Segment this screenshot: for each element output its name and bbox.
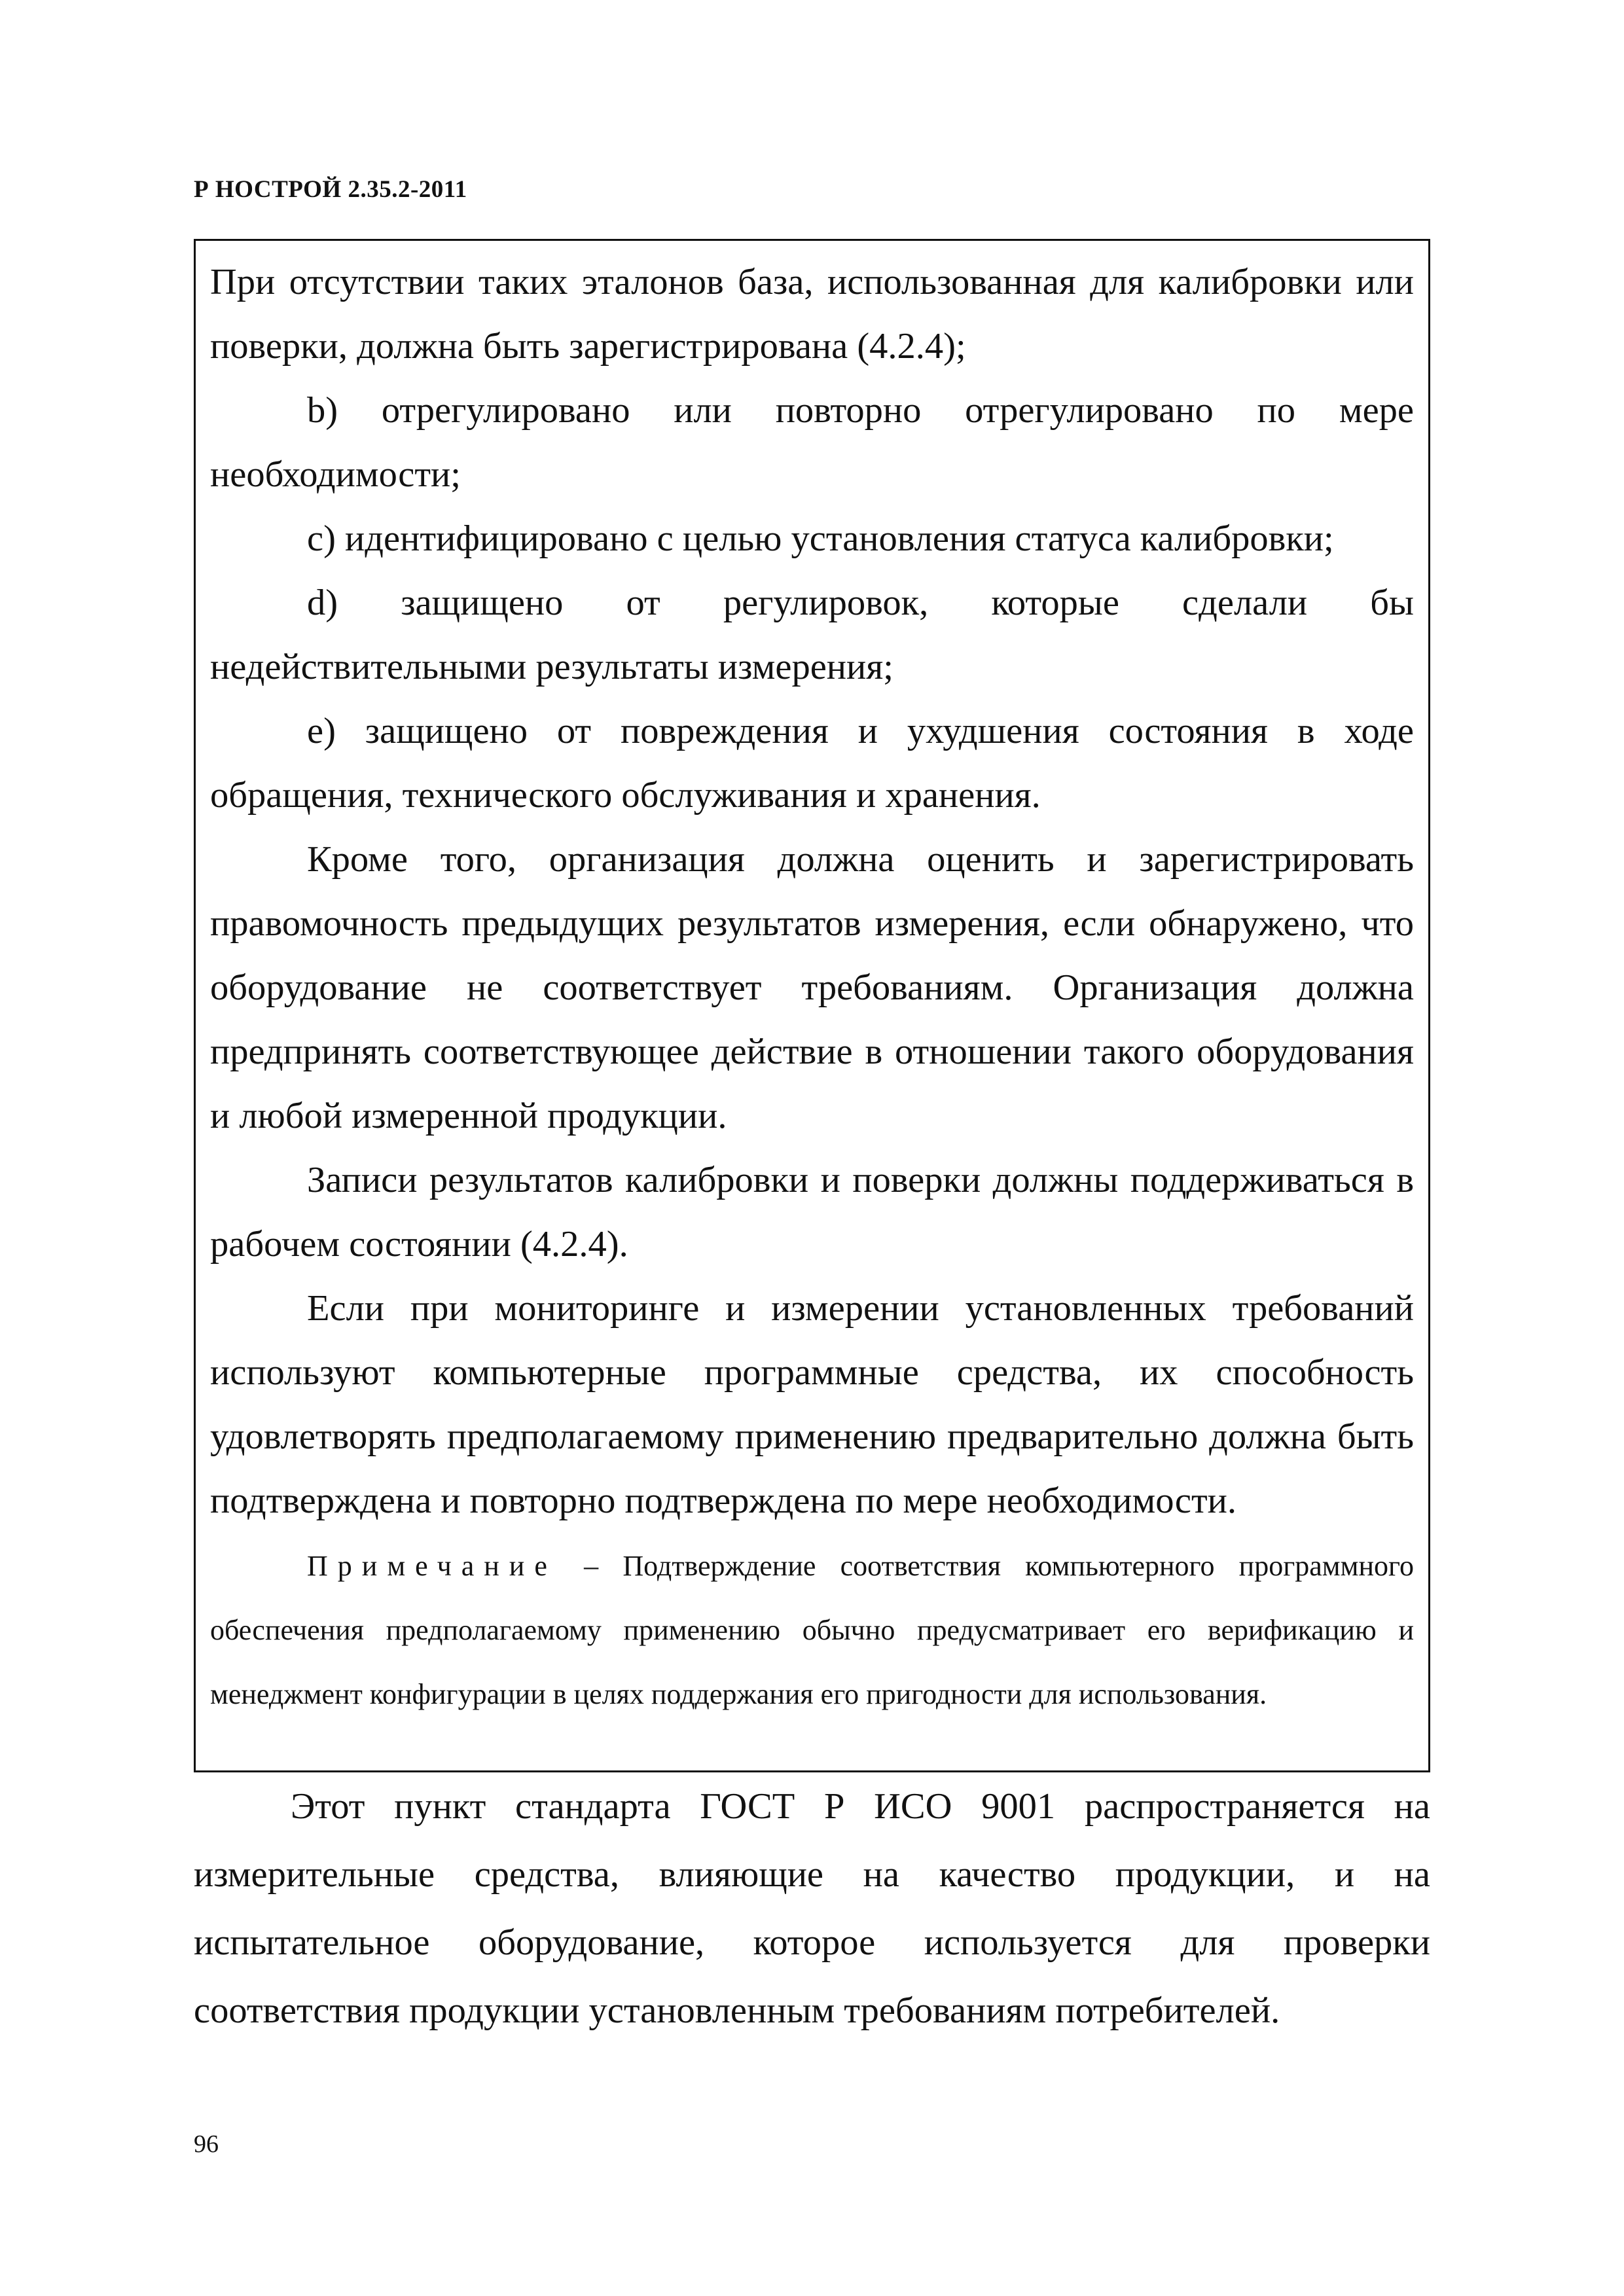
paragraph-validity-assessment: Кроме того, организация должна оценить и зарегистрировать правомочность предыдущих результатов измерения, если обнаружено, что оборудование не соответствует требованиям. Организация должна предпринять соответствующее действие в отношении такого оборудования и любой измеренной продукции.	[210, 839, 1414, 1136]
list-item-d: d) защищено от регулировок, которые сделали бы недействительными результаты измерения;	[210, 583, 1414, 687]
page-number: 96	[194, 2130, 219, 2158]
note-text: – Подтверждение соответствия компьютерного программного обеспечения предполагаемому применению обычно предусматривает его верификацию и менеджмент конфигурации в целях поддержания его пригодности для использования.	[210, 1550, 1414, 1710]
list-item-b: b) отрегулировано или повторно отрегулировано по мере необходимости;	[210, 390, 1414, 495]
paragraph-calibration-records: Записи результатов калибровки и поверки должны поддерживаться в рабочем состоянии (4.2.4).	[210, 1160, 1414, 1265]
paragraph-software-confirmation: Если при мониторинге и измерении установленных требований используют компьютерные программные средства, их способность удовлетворять предполагаемому применению предварительно должна быть подтверждена и повторно подтверждена по мере необходимости.	[210, 1288, 1414, 1521]
list-item-e: e) защищено от повреждения и ухудшения состояния в ходе обращения, технического обслуживания и хранения.	[210, 711, 1414, 816]
paragraph-etalon-base: При отсутствии таких эталонов база, использованная для калибровки или поверки, должна быть зарегистрирована (4.2.4);	[210, 262, 1414, 367]
note-paragraph	[210, 1534, 1414, 1727]
list-item-c: c) идентифицировано с целью установления статуса калибровки;	[307, 518, 1334, 559]
quoted-standard-box	[194, 239, 1430, 1772]
paragraph-scope-of-clause: Этот пункт стандарта ГОСТ Р ИСО 9001 распространяется на измерительные средства, влияющие на качество продукции, и на испытательное оборудование, которое используется для проверки соответствия продукции установленным требованиям потребителей.	[194, 1786, 1430, 2031]
document-code-header: Р НОСТРОЙ 2.35.2-2011	[194, 176, 467, 203]
note-label: Примечание	[307, 1550, 557, 1582]
